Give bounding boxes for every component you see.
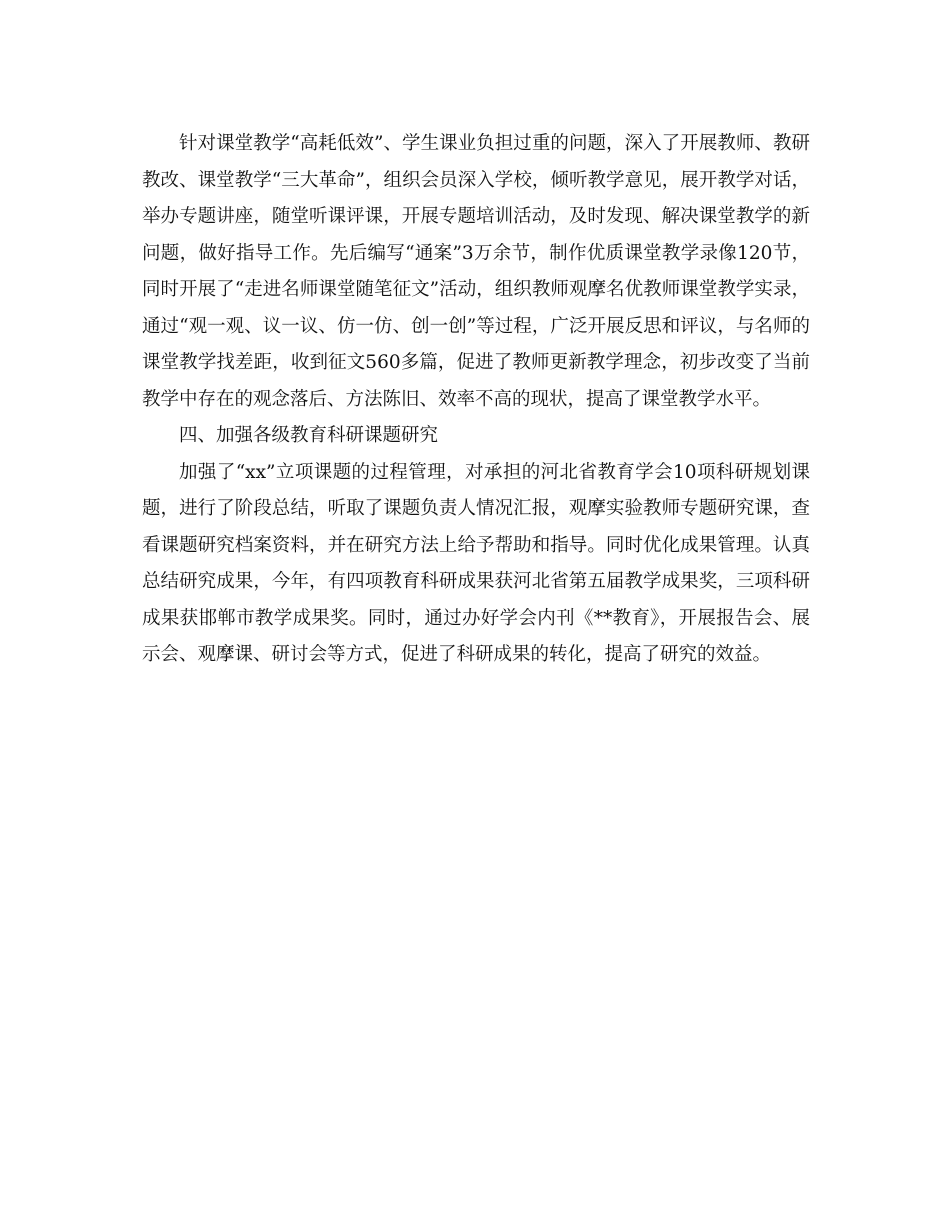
paragraph-classroom-teaching: 针对课堂教学“高耗低效”、学生课业负担过重的问题，深入了开展教师、教研教改、课堂教学“三大革命”，组织会员深入学校，倾听教学意见，展开教学对话，举办专题讲座，随堂听课评课，开展专题培训活动，及时发现、解决课堂教学的新问题，做好指导工作。先后编写“通案”3万余节，制作优质课堂教学录像120节，同时开展了“走进名师课堂随笔征文”活动，组织教师观摩名优教师课堂教学实录，通过“观一观、议一议、仿一仿、创一创”等过程，广泛开展反思和评议，与名师的课堂教学找差距，收到征文560多篇，促进了教师更新教学理念，初步改变了当前教学中存在的观念落后、方法陈旧、效率不高的现状，提高了课堂教学水平。 xyxy=(142,133,810,410)
section-heading-research: 四、加强各级教育科研课题研究 xyxy=(179,425,439,446)
paragraph-research-management: 加强了“xx”立项课题的过程管理，对承担的河北省教育学会10项科研规划课题，进行了阶段总结，听取了课题负责人情况汇报，观摩实验教师专题研究课，查看课题研究档案资料，并在研究方法上给予帮助和指导。同时优化成果管理。认真总结研究成果，今年，有四项教育科研成果获河北省第五届教学成果奖，三项科研成果获邯郸市教学成果奖。同时，通过办好学会内刊《**教育》，开展报告会、展示会、观摩课、研讨会等方式，促进了科研成果的转化，提高了研究的效益。 xyxy=(142,461,810,665)
document-body xyxy=(142,126,810,674)
